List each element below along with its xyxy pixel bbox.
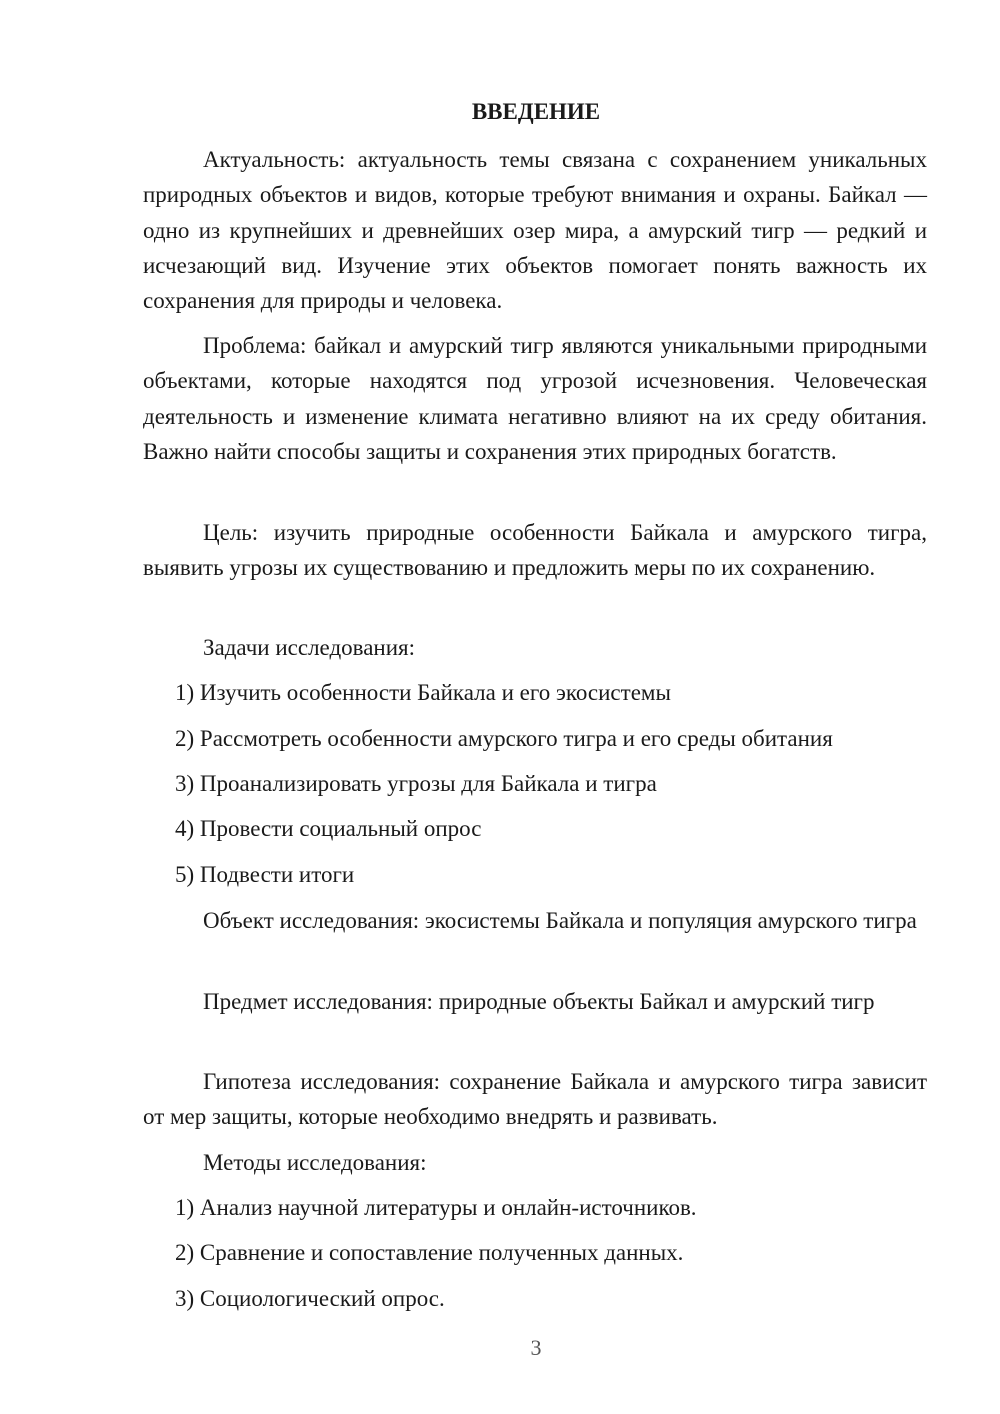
task-item-2: 2) Рассмотреть особенности амурского тигра и его среды обитания: [175, 726, 833, 751]
paragraph-problem: Проблема: байкал и амурский тигр являются уникальными природными объектами, которые находятся под угрозой исчезновения. Человеческая деятельность и изменение климата негативно влияют на их среду обитания. Важно найти способы защиты и сохранения этих природных богатств.: [143, 333, 927, 464]
methods-heading: Методы исследования:: [203, 1150, 427, 1175]
method-item-1: 1) Анализ научной литературы и онлайн-источников.: [175, 1195, 697, 1220]
paragraph-actuality: Актуальность: актуальность темы связана с сохранением уникальных природных объектов и видов, которые требуют внимания и охраны. Байкал — одно из крупнейших и древнейших озер мира, а амурский тигр — редкий и исчезающий вид. Изучение этих объектов помогает понять важность их сохранения для природы и человека.: [143, 147, 927, 314]
paragraph-hypothesis: Гипотеза исследования: сохранение Байкала и амурского тигра зависит от мер защиты, которые необходимо внедрять и развивать.: [143, 1069, 927, 1130]
tasks-heading: Задачи исследования:: [203, 635, 416, 660]
method-item-3: 3) Социологический опрос.: [175, 1286, 445, 1311]
method-item-2: 2) Сравнение и сопоставление полученных данных.: [175, 1240, 684, 1265]
paragraph-subject: Предмет исследования: природные объекты Байкал и амурский тигр: [203, 989, 875, 1014]
task-item-1: 1) Изучить особенности Байкала и его экосистемы: [175, 680, 671, 705]
page-title: ВВЕДЕНИЕ: [471, 99, 601, 124]
task-item-3: 3) Проанализировать угрозы для Байкала и тигра: [175, 771, 657, 796]
paragraph-object: Объект исследования: экосистемы Байкала и популяция амурского тигра: [203, 908, 917, 933]
paragraph-goal: Цель: изучить природные особенности Байкала и амурского тигра, выявить угрозы их существованию и предложить меры по их сохранению.: [143, 520, 927, 581]
task-item-4: 4) Провести социальный опрос: [175, 816, 482, 841]
page-number: 3: [530, 1335, 542, 1360]
task-item-5: 5) Подвести итоги: [175, 862, 355, 887]
